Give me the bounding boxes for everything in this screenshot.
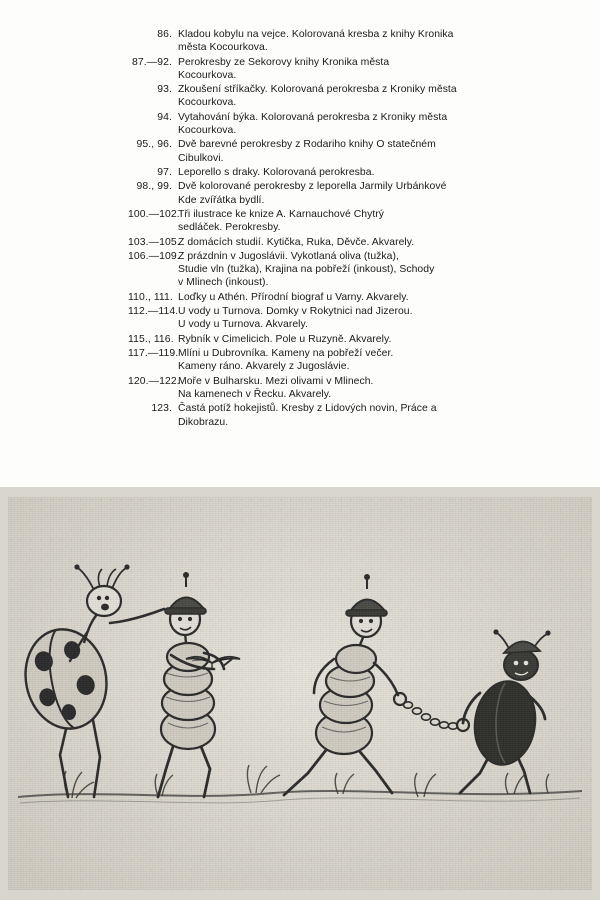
plate-caption: Z prázdnin v Jugoslávii. Vykotlaná oliva (tužka), Studie vln (tužka), Krajina na pobřeží (inkoust), Schody v Mlinech (inkoust). — [178, 250, 435, 289]
plate-caption: Dvě kolorované perokresby z leporella Jarmily Urbánkové Kde zvířátka bydlí. — [178, 181, 447, 206]
list-item — [128, 402, 520, 428]
plate-number: 100.—102. — [128, 208, 180, 220]
plate-number: 98., 99. — [136, 181, 172, 193]
plate-number: 86. — [157, 29, 172, 40]
list-item — [128, 208, 520, 234]
plate-caption: Leporello s draky. Kolorovaná perokresba. — [178, 166, 375, 178]
list-item — [128, 180, 520, 206]
list-item — [128, 56, 520, 82]
list-item — [128, 305, 520, 331]
plate-caption: U vody u Turnova. Domky v Rokytnici nad Jizerou. U vody u Turnova. Akvarely. — [178, 306, 413, 331]
plate-caption: Častá potíž hokejistů. Kresby z Lidových novin, Práce a Dikobrazu. — [178, 403, 437, 428]
plate-caption: Z domácích studií. Kytička, Ruka, Děvče. Akvarely. — [178, 236, 415, 248]
list-item — [128, 111, 520, 137]
list-item — [128, 375, 520, 401]
list-item — [128, 333, 520, 346]
plate-number: 117.—119. — [128, 348, 179, 360]
plate-number: 87.—92. — [132, 56, 172, 68]
list-item — [128, 250, 520, 290]
plate-number: 97. — [157, 166, 172, 178]
plate-caption: Tři ilustrace ke knize A. Karnauchové Chytrý sedláček. Perokresby. — [178, 208, 385, 234]
plate-number: 112.—114. — [128, 306, 179, 318]
plate-number: 94. — [157, 111, 172, 123]
list-item — [128, 83, 520, 109]
list-item — [128, 236, 520, 249]
plate-number: 110., 111. — [128, 291, 173, 303]
list-item — [128, 166, 520, 179]
illustration-plate — [0, 487, 600, 900]
list-item — [128, 347, 520, 373]
plate-number: 95., 96. — [136, 139, 172, 151]
plate-number: 106.—109. — [128, 250, 180, 262]
insect-procession-drawing — [8, 497, 592, 890]
plate-caption: Vytahování býka. Kolorovaná perokresba z Kroniky města Kocourkova. — [178, 111, 448, 136]
plate-caption: Zkoušení stříkačky. Kolorovaná perokresba z Kroniky města Kocourkova. — [178, 84, 457, 109]
illustration-canvas — [8, 497, 592, 890]
plate-caption: Rybník v Cimelicich. Pole u Ruzyně. Akvarely. — [178, 333, 392, 345]
plate-list — [128, 28, 520, 430]
list-item — [128, 291, 520, 304]
plate-caption: Dvě barevné perokresby z Rodariho knihy O statečném Cibulkovi. — [178, 139, 436, 164]
list-item — [128, 138, 520, 164]
plate-number: 93. — [157, 84, 172, 96]
list-item — [128, 28, 520, 54]
plate-number: 115., 116. — [128, 333, 174, 345]
plate-caption: Moře v Bulharsku. Mezi olivami v Mlinech. Na kamenech v Řecku. Akvarely. — [178, 375, 374, 400]
plate-caption: Mlíni u Dubrovníka. Kameny na pobřeží večer. Kameny ráno. Akvarely z Jugoslávie. — [178, 348, 394, 373]
plate-caption: Loďky u Athén. Přírodní biograf u Varny. Akvarely. — [178, 291, 409, 303]
plate-number: 123. — [151, 403, 172, 415]
plate-number: 120.—122. — [128, 375, 180, 387]
plate-number: 103.—105. — [128, 236, 180, 248]
plate-caption: Kladou kobylu na vejce. Kolorovaná kresba z knihy Kronika města Kocourkova. — [178, 29, 454, 54]
plate-caption: Perokresby ze Sekorovy knihy Kronika města Kocourkova. — [178, 56, 390, 81]
